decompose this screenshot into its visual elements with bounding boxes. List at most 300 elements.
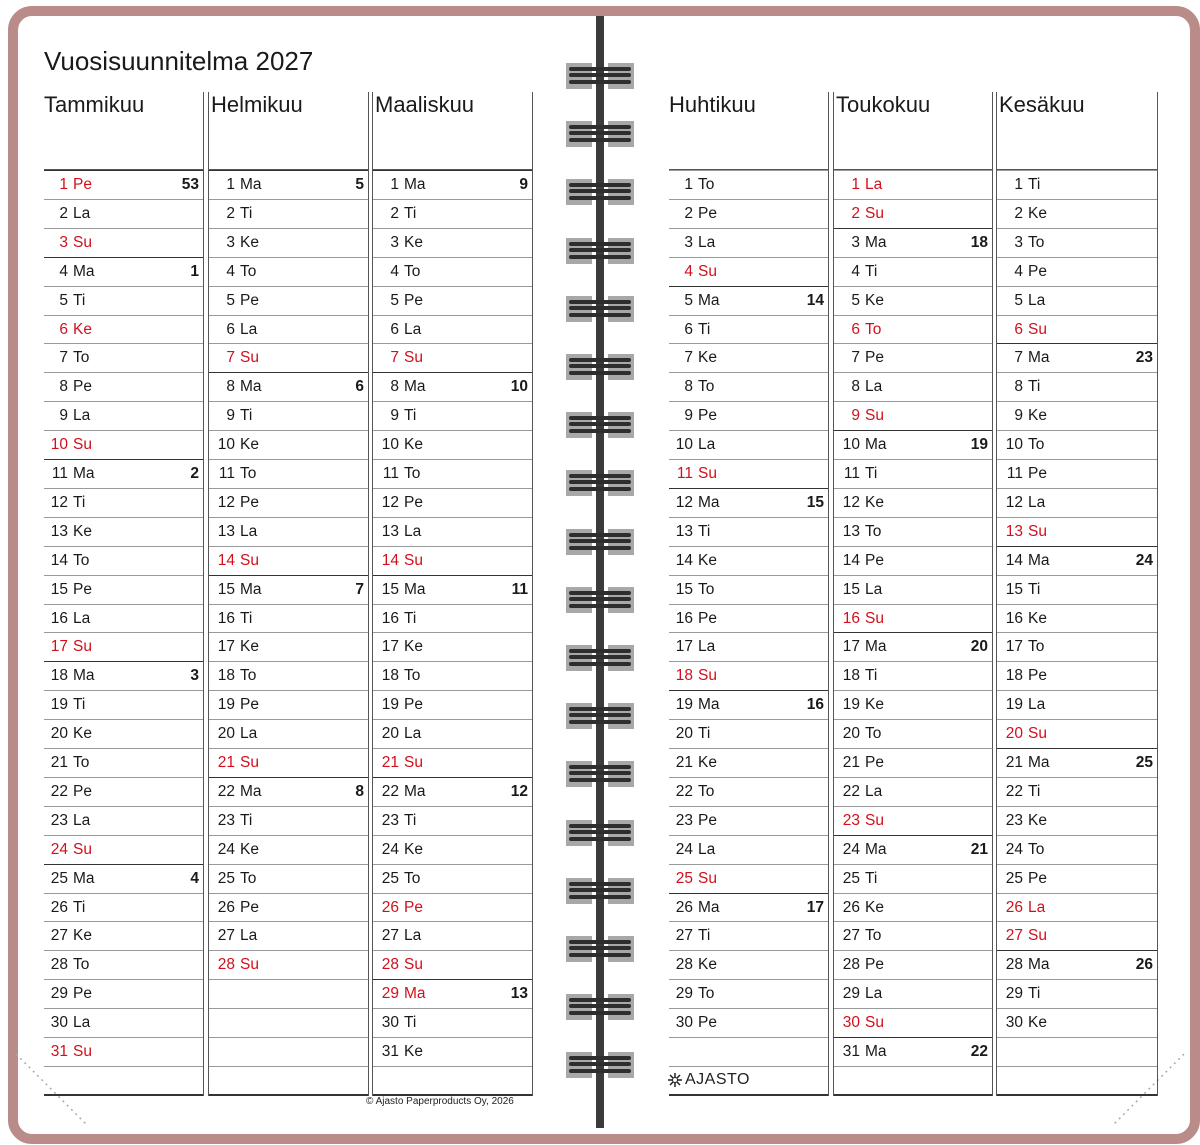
weekday-name: La: [73, 811, 91, 829]
day-row: [44, 777, 203, 806]
weekday-name: Ke: [73, 320, 92, 338]
day-row: [997, 893, 1157, 922]
day-number: 13: [842, 522, 860, 540]
day-number: 26: [217, 898, 235, 916]
day-row: [669, 748, 828, 777]
weekday-name: Pe: [73, 580, 92, 598]
day-row: [373, 517, 532, 546]
day-number: 5: [1014, 291, 1023, 309]
day-row: [44, 806, 203, 835]
day-number: 19: [842, 696, 860, 714]
weekday-name: Su: [73, 233, 92, 251]
month-name: Toukokuu: [836, 92, 931, 117]
weekday-name: La: [73, 1014, 91, 1032]
weekday-name: Ti: [404, 204, 417, 222]
weekday-name: La: [865, 580, 883, 598]
weekday-name: Ke: [404, 1043, 423, 1060]
weekday-name: Ke: [865, 898, 884, 916]
day-number: 11: [1006, 465, 1023, 482]
weekday-name: Pe: [698, 609, 717, 627]
day-row: [834, 430, 992, 459]
day-row: [834, 257, 992, 286]
weekday-name: Pe: [404, 493, 423, 511]
day-number: 2: [390, 204, 399, 222]
day-row: [997, 546, 1157, 575]
day-number: 31: [381, 1043, 399, 1060]
day-number: 15: [675, 580, 693, 598]
page-title: Vuosisuunnitelma 2027: [44, 46, 314, 76]
weekday-name: Ke: [865, 291, 884, 309]
day-row: [834, 661, 992, 690]
month-name: Maaliskuu: [375, 92, 475, 117]
month-column: [44, 92, 204, 1096]
day-number: 12: [1005, 493, 1023, 511]
weekday-name: Ti: [240, 204, 253, 222]
weekday-name: Su: [404, 551, 423, 569]
binder-ring: [566, 470, 634, 496]
day-number: 24: [842, 840, 860, 858]
day-number: 14: [217, 551, 235, 569]
weekday-name: Pe: [73, 985, 92, 1003]
weekday-name: Ti: [404, 609, 417, 627]
day-number: 13: [381, 522, 399, 540]
day-number: 16: [217, 609, 235, 627]
day-number: 8: [851, 378, 860, 396]
binder-ring: [566, 354, 634, 380]
day-number: 18: [842, 667, 860, 685]
day-number: 16: [675, 609, 693, 627]
day-number: 24: [381, 840, 399, 858]
weekday-name: To: [698, 782, 715, 800]
day-row: [997, 401, 1157, 430]
binder-ring: [566, 238, 634, 264]
day-row: [209, 459, 368, 488]
day-row: [373, 777, 532, 806]
day-number: 15: [842, 580, 860, 598]
day-number: 30: [381, 1014, 399, 1032]
month-column: [372, 92, 533, 1096]
day-row: [997, 690, 1157, 719]
weekday-name: La: [865, 782, 883, 800]
day-number: 9: [59, 407, 68, 425]
day-number: 14: [381, 551, 399, 569]
day-row: [834, 286, 992, 315]
week-number: 1: [190, 262, 199, 280]
month-name: Kesäkuu: [999, 92, 1085, 117]
day-number: 24: [50, 840, 68, 858]
binder-ring: [566, 529, 634, 555]
day-row: [44, 719, 203, 748]
day-number: 25: [675, 869, 693, 887]
day-number: 6: [1014, 320, 1023, 338]
weekday-name: To: [404, 262, 421, 280]
day-number: 6: [684, 320, 693, 338]
day-row: [373, 401, 532, 430]
day-row: [373, 257, 532, 286]
day-row: [373, 286, 532, 315]
day-number: 10: [1005, 436, 1023, 454]
week-number: 14: [806, 291, 824, 309]
weekday-name: Ti: [240, 811, 253, 829]
weekday-name: Ti: [73, 291, 86, 309]
day-row: [373, 864, 532, 893]
weekday-name: Ti: [865, 667, 878, 685]
month-column: [996, 92, 1158, 1096]
weekday-name: Ke: [73, 927, 92, 945]
weekday-name: Ma: [865, 233, 887, 251]
day-row: [834, 372, 992, 401]
day-row: [44, 748, 203, 777]
day-row: [373, 835, 532, 864]
day-row: [44, 315, 203, 344]
day-row: [373, 459, 532, 488]
weekday-name: Ke: [698, 551, 717, 569]
day-row: [669, 199, 828, 228]
day-row: [669, 430, 828, 459]
week-number: 2: [190, 465, 199, 482]
day-number: 12: [381, 493, 399, 511]
weekday-name: To: [865, 725, 882, 743]
weekday-name: Ke: [240, 436, 259, 454]
weekday-name: Su: [240, 956, 259, 974]
day-row: [669, 575, 828, 604]
binder-ring: [566, 1052, 634, 1078]
day-row: [834, 459, 992, 488]
binder-ring: [566, 820, 634, 846]
day-number: 2: [226, 204, 235, 222]
weekday-name: Ke: [1028, 811, 1047, 829]
empty-row: [373, 1066, 532, 1096]
empty-row: [209, 1037, 368, 1066]
day-row: [209, 661, 368, 690]
month-column: [833, 92, 993, 1096]
day-row: [834, 979, 992, 1008]
day-number: 14: [842, 551, 860, 569]
day-row: [373, 372, 532, 401]
weekday-name: Pe: [698, 407, 717, 425]
day-number: 5: [390, 291, 399, 309]
weekday-name: Su: [1028, 522, 1047, 540]
day-number: 27: [50, 927, 68, 945]
weekday-name: To: [404, 465, 421, 482]
weekday-name: To: [404, 667, 421, 685]
binder-ring: [566, 878, 634, 904]
binder-ring: [566, 645, 634, 671]
day-row: [834, 1008, 992, 1037]
day-row: [44, 286, 203, 315]
day-row: [834, 1037, 992, 1066]
weekday-name: La: [404, 927, 422, 945]
weekday-name: Ma: [698, 696, 720, 714]
day-row: [209, 632, 368, 661]
day-number: 21: [842, 754, 860, 771]
day-row: [44, 864, 203, 893]
day-number: 1: [684, 176, 693, 193]
day-row: [669, 286, 828, 315]
day-number: 1: [390, 176, 399, 193]
day-number: 21: [50, 754, 68, 771]
day-number: 8: [226, 378, 235, 396]
day-number: 9: [851, 407, 860, 425]
day-row: [209, 835, 368, 864]
day-row: [669, 170, 828, 199]
day-number: 22: [50, 782, 68, 800]
day-row: [373, 199, 532, 228]
day-row: [373, 806, 532, 835]
empty-row: [997, 1037, 1157, 1066]
weekday-name: Su: [698, 262, 717, 280]
day-number: 28: [217, 956, 235, 974]
weekday-name: Ti: [1028, 782, 1041, 800]
day-row: [209, 604, 368, 633]
day-row: [209, 343, 368, 372]
day-number: 3: [226, 233, 235, 251]
day-row: [209, 401, 368, 430]
day-number: 15: [381, 580, 399, 598]
day-row: [834, 864, 992, 893]
weekday-name: Ma: [404, 985, 426, 1003]
weekday-name: Su: [73, 840, 92, 858]
day-number: 30: [1005, 1014, 1023, 1032]
day-row: [44, 979, 203, 1008]
weekday-name: Pe: [404, 291, 423, 309]
day-row: [209, 777, 368, 806]
day-row: [373, 488, 532, 517]
day-number: 29: [1005, 985, 1023, 1003]
day-number: 20: [675, 725, 693, 743]
day-row: [997, 372, 1157, 401]
weekday-name: Ti: [240, 407, 253, 425]
day-row: [997, 488, 1157, 517]
weekday-name: Su: [240, 754, 259, 771]
day-number: 7: [390, 349, 399, 367]
brand-logo: [668, 1071, 750, 1089]
day-row: [997, 777, 1157, 806]
weekday-name: Ma: [698, 291, 720, 309]
day-number: 18: [1005, 667, 1023, 685]
day-number: 8: [390, 378, 399, 396]
day-number: 1: [226, 176, 235, 193]
weekday-name: Pe: [1028, 869, 1047, 887]
weekday-name: Ti: [1028, 580, 1041, 598]
day-row: [209, 199, 368, 228]
day-number: 23: [842, 811, 860, 829]
day-row: [669, 777, 828, 806]
weekday-name: La: [698, 436, 716, 454]
weekday-name: La: [240, 522, 258, 540]
day-number: 22: [1005, 782, 1023, 800]
day-number: 29: [675, 985, 693, 1003]
weekday-name: Ma: [240, 378, 262, 396]
weekday-name: To: [240, 465, 257, 482]
day-row: [834, 517, 992, 546]
day-number: 4: [59, 262, 68, 280]
weekday-name: Ke: [404, 233, 423, 251]
day-number: 12: [50, 493, 68, 511]
day-row: [373, 893, 532, 922]
weekday-name: Pe: [698, 811, 717, 829]
weekday-name: Ma: [698, 493, 720, 511]
day-number: 7: [226, 349, 235, 367]
day-row: [669, 604, 828, 633]
month-name: Tammikuu: [44, 92, 145, 117]
day-number: 18: [217, 667, 235, 685]
day-number: 5: [226, 291, 235, 309]
day-row: [373, 719, 532, 748]
weekday-name: La: [698, 233, 716, 251]
day-number: 15: [50, 580, 68, 598]
weekday-name: Ma: [865, 638, 887, 656]
weekday-name: La: [240, 320, 258, 338]
weekday-name: Ke: [404, 840, 423, 858]
day-row: [209, 893, 368, 922]
day-row: [997, 835, 1157, 864]
binder-ring: [566, 587, 634, 613]
empty-row: [209, 1066, 368, 1096]
weekday-name: To: [1028, 840, 1045, 858]
day-row: [669, 979, 828, 1008]
weekday-name: Pe: [865, 956, 884, 974]
weekday-name: Ke: [1028, 609, 1047, 627]
weekday-name: Ma: [698, 898, 720, 916]
weekday-name: Ke: [73, 522, 92, 540]
weekday-name: Su: [698, 667, 717, 685]
day-row: [373, 343, 532, 372]
day-row: [669, 228, 828, 257]
weekday-name: Ke: [240, 233, 259, 251]
day-row: [44, 170, 203, 199]
day-number: 9: [1014, 407, 1023, 425]
day-number: 16: [50, 609, 68, 627]
day-row: [997, 864, 1157, 893]
weekday-name: Ti: [73, 696, 86, 714]
binder-ring: [566, 703, 634, 729]
day-number: 28: [50, 956, 68, 974]
weekday-name: La: [240, 725, 258, 743]
day-number: 16: [381, 609, 399, 627]
weekday-name: Su: [73, 436, 92, 454]
day-number: 20: [1005, 725, 1023, 743]
day-row: [373, 748, 532, 777]
day-number: 21: [217, 754, 235, 771]
day-row: [44, 228, 203, 257]
day-number: 26: [50, 898, 68, 916]
day-row: [44, 921, 203, 950]
day-row: [373, 661, 532, 690]
binder-ring: [566, 121, 634, 147]
weekday-name: To: [404, 869, 421, 887]
day-number: 21: [675, 754, 693, 771]
weekday-name: Ti: [698, 522, 711, 540]
weekday-name: To: [1028, 233, 1045, 251]
day-number: 22: [675, 782, 693, 800]
day-number: 1: [59, 176, 68, 193]
day-row: [44, 459, 203, 488]
binder-ring: [566, 296, 634, 322]
day-row: [834, 893, 992, 922]
weekday-name: Su: [865, 811, 884, 829]
day-number: 20: [842, 725, 860, 743]
day-number: 10: [381, 436, 399, 454]
weekday-name: Ke: [404, 638, 423, 656]
day-number: 4: [1014, 262, 1023, 280]
weekday-name: Pe: [865, 349, 884, 367]
week-number: 25: [1135, 754, 1153, 771]
day-number: 11: [843, 465, 860, 482]
day-number: 7: [1014, 349, 1023, 367]
day-row: [834, 343, 992, 372]
day-row: [669, 372, 828, 401]
day-number: 17: [217, 638, 235, 656]
week-number: 19: [970, 436, 988, 454]
month-name: Helmikuu: [211, 92, 303, 117]
day-row: [44, 430, 203, 459]
weekday-name: Pe: [73, 378, 92, 396]
day-number: 22: [217, 782, 235, 800]
day-number: 1: [851, 176, 860, 193]
week-number: 8: [355, 782, 364, 800]
week-number: 9: [519, 176, 528, 193]
day-row: [373, 1008, 532, 1037]
day-number: 24: [675, 840, 693, 858]
day-row: [834, 835, 992, 864]
weekday-name: La: [404, 320, 422, 338]
day-row: [209, 517, 368, 546]
day-row: [669, 1008, 828, 1037]
brand-name: AJASTO: [685, 1071, 750, 1088]
binder-ring: [566, 412, 634, 438]
day-number: 8: [59, 378, 68, 396]
day-row: [669, 719, 828, 748]
day-number: 18: [50, 667, 68, 685]
day-row: [44, 199, 203, 228]
day-number: 3: [1014, 233, 1023, 251]
day-number: 28: [842, 956, 860, 974]
weekday-name: Ke: [404, 436, 423, 454]
week-number: 6: [355, 378, 364, 396]
day-row: [669, 632, 828, 661]
weekday-name: Su: [698, 869, 717, 887]
day-row: [669, 488, 828, 517]
weekday-name: Su: [865, 204, 884, 222]
day-row: [373, 546, 532, 575]
weekday-name: La: [865, 378, 883, 396]
weekday-name: Ti: [1028, 176, 1041, 193]
day-number: 4: [226, 262, 235, 280]
weekday-name: To: [698, 985, 715, 1003]
week-number: 13: [510, 985, 528, 1003]
month-column: [208, 92, 369, 1096]
weekday-name: La: [73, 609, 91, 627]
binder-ring: [566, 994, 634, 1020]
day-row: [997, 315, 1157, 344]
weekday-name: Su: [865, 1014, 884, 1032]
day-row: [669, 690, 828, 719]
day-number: 31: [842, 1043, 860, 1060]
day-row: [669, 459, 828, 488]
weekday-name: Ke: [1028, 407, 1047, 425]
day-number: 29: [381, 985, 399, 1003]
day-row: [209, 315, 368, 344]
weekday-name: Pe: [698, 1014, 717, 1032]
day-number: 9: [226, 407, 235, 425]
day-row: [44, 517, 203, 546]
sun-icon: [668, 1073, 682, 1087]
day-number: 12: [675, 493, 693, 511]
weekday-name: La: [1028, 696, 1046, 714]
weekday-name: To: [1028, 436, 1045, 454]
day-row: [373, 604, 532, 633]
